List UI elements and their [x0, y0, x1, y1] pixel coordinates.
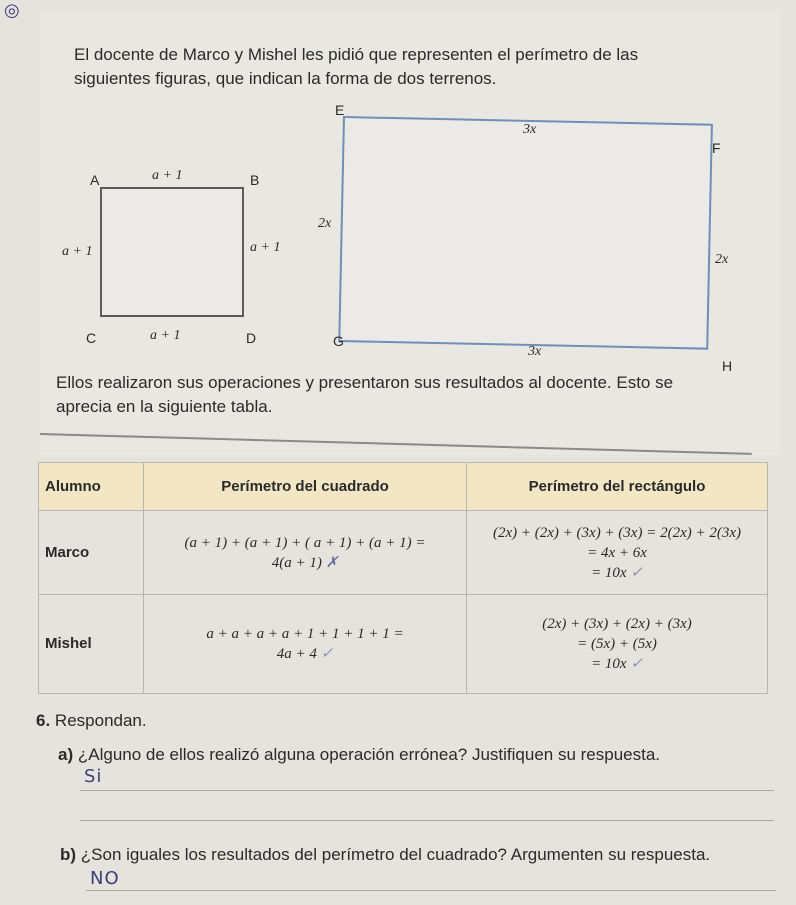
square-work-line: (a + 1) + (a + 1) + ( a + 1) + (a + 1) = [184, 534, 426, 551]
question-b-text: ¿Son iguales los resultados del perímetro del cuadrado? Argumenten su respuesta. [80, 845, 711, 864]
square-work [144, 511, 467, 595]
rect-work-line: (2x) + (3x) + (2x) + (3x) [542, 615, 692, 632]
check-mark-icon: ✓ [320, 645, 334, 662]
square-work-result: 4a + 4 [276, 645, 317, 662]
question-b-letter: b) [60, 845, 77, 864]
rect-work-line: (2x) + (2x) + (3x) + (3x) = 2(2x) + 2(3x) [493, 524, 741, 541]
square-work-line: a + a + a + a + 1 + 1 + 1 + 1 = [206, 625, 404, 642]
rect-side-right: 2x [715, 252, 729, 267]
square-vertex-a: A [90, 172, 100, 188]
header-rect-perimeter: Perímetro del rectángulo [467, 463, 768, 511]
answer-a-handwritten: Si [84, 766, 103, 787]
rect-vertex-e: E [335, 102, 345, 118]
results-table [38, 462, 768, 694]
question-a-text: ¿Alguno de ellos realizó alguna operación errónea? Justifiquen su respuesta. [77, 745, 661, 764]
intro-line-1: El docente de Marco y Mishel les pidió que representen el perímetro de las [74, 45, 639, 64]
rect-vertex-g: G [333, 333, 344, 349]
square-figure [100, 187, 244, 317]
rectangle-figure [338, 116, 713, 350]
circle-mark-icon: ◎ [4, 0, 20, 20]
rect-work-line: = 4x + 6x [587, 544, 647, 561]
cross-mark-icon: ✗ [325, 554, 339, 571]
table-row [39, 594, 768, 693]
question-b [60, 844, 710, 866]
answer-b-handwritten: NO [90, 868, 120, 889]
header-square-perimeter: Perímetro del cuadrado [144, 463, 467, 511]
square-side-right: a + 1 [250, 240, 281, 255]
mid-text-line-1: Ellos realizaron sus operaciones y presentaron sus resultados al docente. Esto se [56, 373, 674, 392]
check-mark-icon: ✓ [630, 655, 643, 672]
square-vertex-b: B [250, 172, 260, 188]
table-header-row [39, 463, 768, 511]
question-number: 6. [36, 711, 51, 730]
rect-side-bottom: 3x [528, 344, 542, 359]
table-row [39, 511, 768, 595]
question-title: Respondan. [54, 711, 147, 730]
square-work-line [150, 644, 460, 664]
square-side-left: a + 1 [62, 244, 93, 259]
square-side-top: a + 1 [152, 168, 183, 183]
answer-b-line-1 [86, 890, 776, 891]
rect-work-result: = 10x [591, 655, 627, 672]
square-side-bottom: a + 1 [150, 328, 181, 343]
rect-work-result: = 10x [591, 564, 627, 581]
rect-work [467, 511, 768, 595]
student-name: Marco [39, 511, 144, 595]
rect-side-top: 3x [523, 122, 537, 137]
answer-a-line-2 [80, 820, 774, 821]
square-vertex-d: D [246, 330, 257, 346]
student-name: Mishel [39, 594, 144, 693]
rect-vertex-f: F [712, 140, 721, 156]
answer-a-line-1 [80, 790, 774, 791]
question-a [58, 744, 660, 766]
question-heading [36, 710, 147, 732]
header-student: Alumno [39, 463, 144, 511]
square-work-line [150, 553, 460, 573]
square-work [144, 594, 467, 693]
intro-line-2: siguientes figuras, que indican la forma de dos terrenos. [74, 69, 497, 88]
check-mark-icon: ✓ [630, 564, 643, 581]
rect-work-line [473, 654, 761, 674]
mid-text-line-2: aprecia en la siguiente tabla. [56, 397, 273, 416]
rect-work-line: = (5x) + (5x) [577, 635, 657, 652]
rect-side-left: 2x [318, 216, 332, 231]
square-vertex-c: C [86, 330, 97, 346]
rect-vertex-h: H [722, 358, 733, 374]
question-a-letter: a) [58, 745, 74, 764]
square-work-result: 4(a + 1) [271, 554, 322, 571]
rect-work [467, 594, 768, 693]
rect-work-line [473, 563, 761, 583]
